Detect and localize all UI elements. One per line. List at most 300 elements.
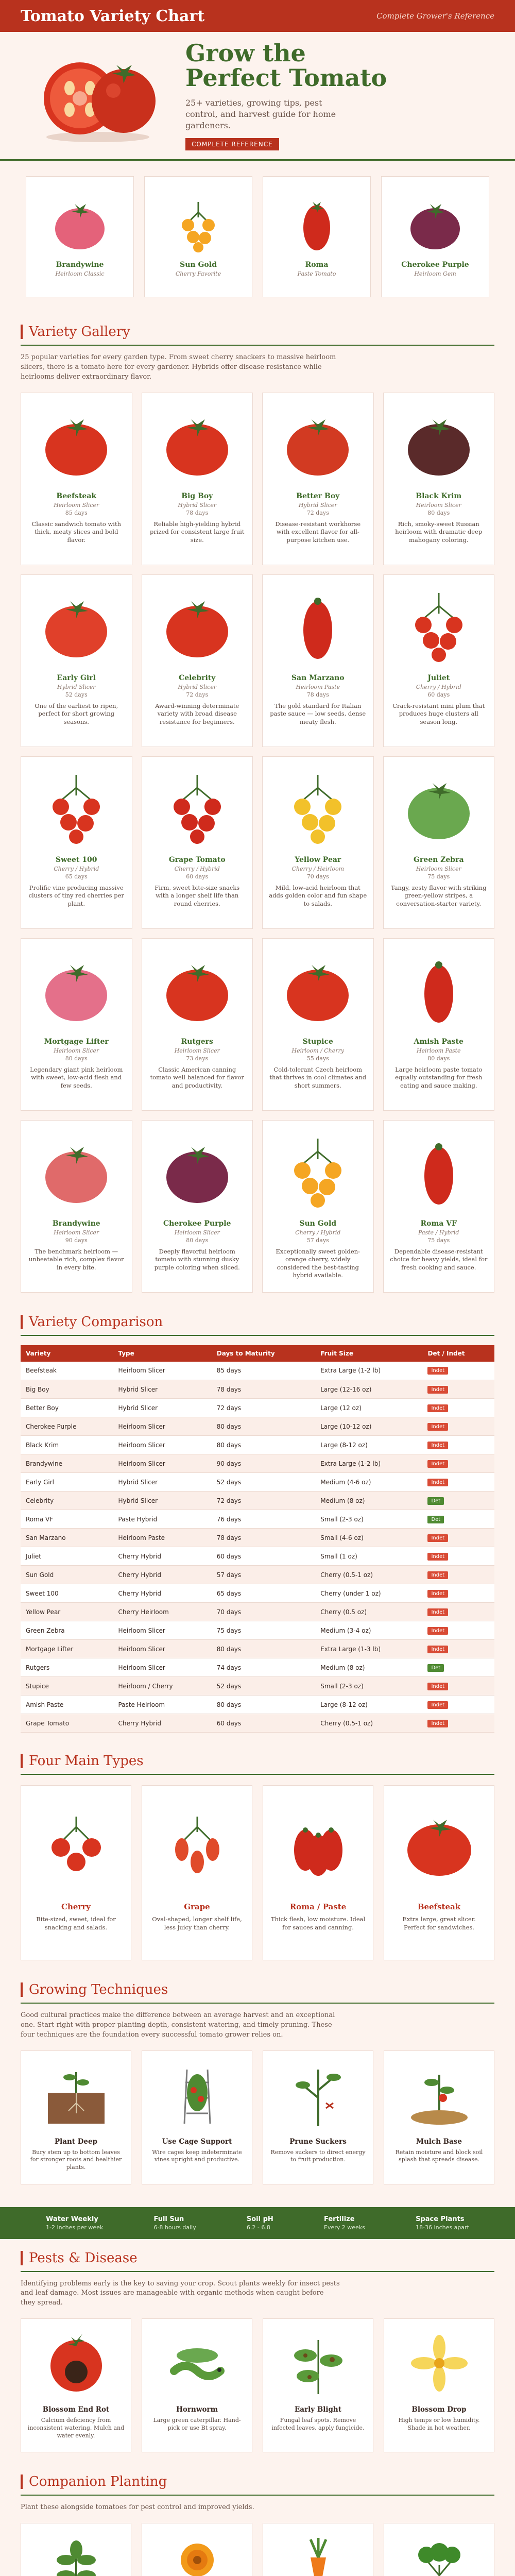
- variety-image: [27, 767, 126, 850]
- variety-name: Black Krim: [416, 492, 462, 500]
- pest-name: Blossom End Rot: [42, 2405, 110, 2414]
- variety-days: 72 days: [306, 509, 329, 516]
- pest-image: [43, 2327, 110, 2399]
- variety-desc: Prolific vine producing massive clusters of tiny red cherries per plant.: [28, 884, 124, 907]
- variety-type: Heirloom / Cherry: [291, 1047, 344, 1054]
- cell-habit: [422, 1454, 494, 1473]
- sliced-tomato-icon: [33, 47, 162, 145]
- technique-name: Plant Deep: [54, 2137, 98, 2146]
- variety-days: 75 days: [427, 1236, 450, 1244]
- stat-label: Space Plants: [416, 2215, 465, 2223]
- variety-name: Mortgage Lifter: [44, 1037, 109, 1046]
- habit-badge: Indet: [427, 1442, 448, 1449]
- cell-variety: Cherokee Purple: [21, 1417, 113, 1436]
- tomato-icon: [400, 406, 477, 483]
- stat-value: Every 2 weeks: [324, 2224, 365, 2231]
- tomato-icon: [282, 770, 354, 847]
- cell-days: 65 days: [212, 1584, 315, 1603]
- habit-badge: Indet: [427, 1367, 448, 1375]
- habit-badge: Indet: [427, 1571, 448, 1579]
- featured-card[interactable]: [26, 176, 134, 297]
- tomato-icon: [159, 588, 236, 665]
- table-row[interactable]: [21, 1714, 494, 1733]
- mulch-base-icon: [406, 2062, 473, 2129]
- pest-card[interactable]: [263, 2318, 373, 2452]
- table-row[interactable]: [21, 1584, 494, 1603]
- types-heading: [0, 1753, 515, 1769]
- stat-label: Fertilize: [324, 2215, 355, 2223]
- types-row: [0, 1775, 515, 1971]
- tomato-icon: [403, 588, 475, 665]
- pests-heading: [0, 2250, 515, 2266]
- companion-card[interactable]: [263, 2523, 373, 2576]
- pests-description: Identifying problems early is the key to saving your crop. Scout plants weekly for insect pests and leaf damage. Most issues are manageable with organic methods when caught before they spread.: [21, 2279, 340, 2307]
- variety-days: 78 days: [306, 691, 329, 698]
- habit-badge: Indet: [427, 1646, 448, 1653]
- variety-image: [148, 1131, 247, 1213]
- technique-image: [406, 2059, 473, 2131]
- variety-name: Brandywine: [52, 1219, 100, 1228]
- variety-image: [27, 949, 126, 1031]
- type-card[interactable]: [142, 1785, 252, 1960]
- featured-card[interactable]: [381, 176, 489, 297]
- cell-type: Heirloom / Cherry: [113, 1677, 211, 1696]
- variety-desc: Rich, smoky-sweet Russian heirloom with dramatic deep mahogany coloring.: [395, 520, 483, 544]
- cell-habit: [422, 1492, 494, 1510]
- habit-badge: Indet: [427, 1479, 448, 1486]
- cell-habit: [422, 1436, 494, 1454]
- stat-item: [247, 2215, 273, 2231]
- variety-desc: Crack-resistant mini plum that produces huge clusters all season long.: [392, 702, 485, 725]
- variety-name: Cherokee Purple: [163, 1219, 231, 1228]
- habit-badge: Indet: [427, 1627, 448, 1635]
- pest-image: [285, 2327, 352, 2399]
- cell-days: 60 days: [212, 1714, 315, 1733]
- cell-type: Cherry Hybrid: [113, 1566, 211, 1584]
- cell-type: Heirloom Slicer: [113, 1362, 211, 1380]
- featured-varieties: [0, 161, 515, 313]
- tomato-icon: [38, 588, 115, 665]
- variety-image: [390, 585, 488, 668]
- featured-card[interactable]: [263, 176, 371, 297]
- cell-variety: Sun Gold: [21, 1566, 113, 1584]
- variety-desc: Exceptionally sweet golden-orange cherry, widely considered the best-tasting hybrid available.: [276, 1247, 360, 1279]
- variety-image: [148, 767, 247, 850]
- variety-name: Amish Paste: [414, 1037, 464, 1046]
- tomato-icon: [159, 952, 236, 1029]
- cell-habit: [422, 1714, 494, 1733]
- variety-card[interactable]: [262, 393, 374, 565]
- technique-card[interactable]: [263, 2050, 373, 2184]
- gallery-title: Variety Gallery: [29, 324, 130, 340]
- stat-item: [416, 2215, 469, 2231]
- cell-size: Large (12 oz): [315, 1399, 422, 1417]
- variety-days: 78 days: [186, 509, 209, 516]
- cell-habit: [422, 1584, 494, 1603]
- cell-habit: [422, 1696, 494, 1714]
- variety-type: Hybrid Slicer: [57, 683, 96, 690]
- stat-label: Soil pH: [246, 2215, 273, 2223]
- companion-image: [406, 2532, 473, 2576]
- cell-size: Cherry (0.5-1 oz): [315, 1714, 422, 1733]
- table-row[interactable]: [21, 1454, 494, 1473]
- type-name: Beefsteak: [417, 1902, 461, 1912]
- stat-value: 18-36 inches apart: [416, 2224, 469, 2231]
- variety-card[interactable]: [383, 574, 495, 747]
- column-header[interactable]: Days to Maturity: [212, 1345, 315, 1362]
- variety-days: 90 days: [65, 1236, 88, 1244]
- types-title: Four Main Types: [29, 1753, 144, 1769]
- cell-type: Hybrid Slicer: [113, 1399, 211, 1417]
- table-row[interactable]: [21, 1492, 494, 1510]
- table-row[interactable]: [21, 1417, 494, 1436]
- stat-item: [324, 2215, 365, 2231]
- cell-habit: [422, 1529, 494, 1547]
- variety-card[interactable]: [262, 938, 374, 1111]
- technique-card[interactable]: [21, 2050, 131, 2184]
- variety-desc: Cold-tolerant Czech heirloom that thrives in cool climates and short summers.: [269, 1065, 367, 1089]
- cell-size: Medium (4-6 oz): [315, 1473, 422, 1492]
- variety-type: Cherry / Hybrid: [174, 865, 220, 872]
- column-header[interactable]: Type: [113, 1345, 211, 1362]
- table-row[interactable]: [21, 1640, 494, 1658]
- variety-type: Hybrid Slicer: [298, 501, 337, 509]
- variety-desc: Reliable high-yielding hybrid prized for consistent large fruit size.: [150, 520, 245, 544]
- cell-habit: [422, 1399, 494, 1417]
- tomato-icon: [279, 952, 356, 1029]
- cell-days: 74 days: [212, 1658, 315, 1677]
- cell-days: 90 days: [212, 1454, 315, 1473]
- type-desc: Thick flesh, low moisture. Ideal for sauces and canning.: [270, 1916, 366, 1931]
- cell-habit: [422, 1473, 494, 1492]
- variety-image: [269, 585, 367, 668]
- pests-row: [0, 2308, 515, 2463]
- variety-days: 57 days: [306, 1236, 329, 1244]
- table-row[interactable]: [21, 1362, 494, 1380]
- cell-type: Cherry Hybrid: [113, 1547, 211, 1566]
- variety-desc: The benchmark heirloom — unbeatable rich, complex flavor in every bite.: [28, 1247, 124, 1271]
- variety-days: 72 days: [186, 691, 209, 698]
- technique-desc: Remove suckers to direct energy to fruit production.: [270, 2148, 366, 2163]
- sun-gold-tomato-icon: [170, 197, 227, 253]
- technique-desc: Bury stem up to bottom leaves for stronger roots and healthier plants.: [30, 2148, 122, 2171]
- companion-card[interactable]: [384, 2523, 494, 2576]
- pest-desc: High temps or low humidity. Shade in hot weather.: [398, 2417, 480, 2431]
- variety-card[interactable]: [142, 938, 253, 1111]
- table-row[interactable]: [21, 1510, 494, 1529]
- pest-image: [406, 2327, 473, 2399]
- type-card[interactable]: [263, 1785, 373, 1960]
- variety-days: 75 days: [427, 873, 450, 880]
- pest-name: Hornworm: [176, 2405, 218, 2414]
- variety-image: [27, 403, 126, 486]
- technique-image: [164, 2059, 231, 2131]
- cell-size: Small (4-6 oz): [315, 1529, 422, 1547]
- variety-card[interactable]: [21, 938, 132, 1111]
- cell-days: 72 days: [212, 1492, 315, 1510]
- stat-item: [153, 2215, 196, 2231]
- section-accent-bar: [21, 325, 23, 339]
- habit-badge: Det: [427, 1497, 444, 1505]
- variety-card[interactable]: [21, 393, 132, 565]
- companion-heading: [0, 2474, 515, 2489]
- brandywine-tomato-icon: [52, 197, 108, 253]
- variety-days: 52 days: [65, 691, 88, 698]
- featured-sub: Cherry Favorite: [175, 270, 221, 277]
- table-row[interactable]: [21, 1621, 494, 1640]
- type-image: [38, 1796, 115, 1894]
- cell-size: Large (12-16 oz): [315, 1380, 422, 1399]
- variety-card[interactable]: [383, 756, 495, 929]
- variety-name: Sun Gold: [299, 1219, 337, 1228]
- cell-habit: [422, 1677, 494, 1696]
- tomato-icon: [159, 1133, 236, 1211]
- pest-desc: Calcium deficiency from inconsistent watering. Mulch and water evenly.: [27, 2417, 125, 2439]
- variety-desc: Deeply flavorful heirloom tomato with stunning dusky purple coloring when sliced.: [154, 1247, 240, 1271]
- variety-card[interactable]: [262, 756, 374, 929]
- table-row[interactable]: [21, 1603, 494, 1621]
- cell-size: Medium (3-4 oz): [315, 1621, 422, 1640]
- type-image: [401, 1796, 478, 1894]
- featured-name: Brandywine: [56, 260, 104, 269]
- cell-days: 70 days: [212, 1603, 315, 1621]
- cell-days: 76 days: [212, 1510, 315, 1529]
- habit-badge: Det: [427, 1516, 444, 1523]
- cell-variety: Mortgage Lifter: [21, 1640, 113, 1658]
- cell-habit: [422, 1621, 494, 1640]
- variety-card[interactable]: [383, 938, 495, 1111]
- cell-type: Hybrid Slicer: [113, 1473, 211, 1492]
- column-header[interactable]: Fruit Size: [315, 1345, 422, 1362]
- variety-card[interactable]: [21, 1120, 132, 1293]
- hero-text: [185, 41, 387, 150]
- variety-image: [390, 949, 488, 1031]
- grape-tomato-icon: [159, 1806, 236, 1884]
- variety-name: Yellow Pear: [295, 855, 341, 864]
- stat-value: 1-2 inches per week: [46, 2224, 104, 2231]
- cell-days: 72 days: [212, 1399, 315, 1417]
- technique-image: [43, 2059, 110, 2131]
- cell-size: Cherry (under 1 oz): [315, 1584, 422, 1603]
- featured-name: Cherokee Purple: [401, 260, 469, 269]
- table-row[interactable]: [21, 1566, 494, 1584]
- pest-name: Early Blight: [295, 2405, 341, 2414]
- variety-days: 80 days: [427, 509, 450, 516]
- column-header[interactable]: Det / Indet: [422, 1345, 494, 1362]
- type-desc: Oval-shaped, longer shelf life, less juicy than cherry.: [152, 1916, 242, 1931]
- variety-days: 60 days: [427, 691, 450, 698]
- cell-size: Large (8-12 oz): [315, 1436, 422, 1454]
- early-blight-leaf-icon: [285, 2330, 352, 2397]
- featured-sub: Heirloom Classic: [55, 270, 105, 277]
- companion-row: [0, 2513, 515, 2576]
- tomato-icon: [282, 1133, 354, 1211]
- variety-image: [27, 585, 126, 668]
- variety-image: [269, 767, 367, 850]
- variety-desc: One of the earliest to ripen, perfect for short growing seasons.: [35, 702, 118, 725]
- variety-days: 85 days: [65, 509, 88, 516]
- hero-badge[interactable]: COMPLETE REFERENCE: [185, 138, 279, 150]
- variety-name: Celebrity: [179, 673, 216, 682]
- pest-card[interactable]: [142, 2318, 252, 2452]
- variety-card[interactable]: [383, 1120, 495, 1293]
- table-header-row: [21, 1345, 494, 1362]
- tomato-icon: [38, 952, 115, 1029]
- featured-name: Roma: [305, 260, 329, 269]
- variety-card[interactable]: [142, 574, 253, 747]
- companion-image: [285, 2532, 352, 2576]
- variety-card[interactable]: [142, 756, 253, 929]
- cell-habit: [422, 1362, 494, 1380]
- cell-days: 80 days: [212, 1640, 315, 1658]
- table-row[interactable]: [21, 1529, 494, 1547]
- type-card[interactable]: [384, 1785, 494, 1960]
- tomato-icon: [408, 1133, 470, 1211]
- technique-card[interactable]: [384, 2050, 494, 2184]
- cell-variety: Brandywine: [21, 1454, 113, 1473]
- cell-days: 78 days: [212, 1529, 315, 1547]
- variety-type: Heirloom Slicer: [174, 1229, 220, 1236]
- companion-card[interactable]: [21, 2523, 131, 2576]
- variety-card[interactable]: [262, 574, 374, 747]
- variety-card[interactable]: [142, 1120, 253, 1293]
- variety-card[interactable]: [21, 756, 132, 929]
- tomato-icon: [279, 406, 356, 483]
- cell-size: Small (2-3 oz): [315, 1510, 422, 1529]
- tomato-icon: [38, 406, 115, 483]
- cell-type: Hybrid Slicer: [113, 1492, 211, 1510]
- cell-type: Heirloom Slicer: [113, 1417, 211, 1436]
- variety-days: 80 days: [427, 1055, 450, 1062]
- featured-card[interactable]: [144, 176, 252, 297]
- type-desc: Bite-sized, sweet, ideal for snacking and salads.: [36, 1916, 116, 1931]
- variety-desc: Large heirloom paste tomato equally outstanding for fresh eating and sauce making.: [395, 1065, 483, 1089]
- companion-description: Plant these alongside tomatoes for pest control and improved yields.: [21, 2503, 254, 2512]
- cell-variety: Green Zebra: [21, 1621, 113, 1640]
- cell-habit: [422, 1380, 494, 1399]
- top-bar: [0, 0, 515, 32]
- type-image: [159, 1796, 236, 1894]
- table-row[interactable]: [21, 1399, 494, 1417]
- cell-days: 75 days: [212, 1621, 315, 1640]
- table-row[interactable]: [21, 1547, 494, 1566]
- variety-card[interactable]: [262, 1120, 374, 1293]
- table-row[interactable]: [21, 1677, 494, 1696]
- cell-variety: Yellow Pear: [21, 1603, 113, 1621]
- cell-days: 85 days: [212, 1362, 315, 1380]
- cherokee-purple-tomato-icon: [407, 197, 464, 253]
- variety-image: [390, 403, 488, 486]
- hero-subtitle: 25+ varieties, growing tips, pest control, and harvest guide for home gardeners.: [185, 98, 336, 130]
- section-accent-bar: [21, 2475, 23, 2489]
- basil-icon: [43, 2534, 110, 2576]
- brand-title[interactable]: Tomato Variety Chart: [21, 7, 205, 25]
- cell-habit: [422, 1510, 494, 1529]
- roma-paste-tomato-icon: [280, 1806, 357, 1884]
- table-row[interactable]: [21, 1658, 494, 1677]
- tomato-icon: [161, 770, 233, 847]
- variety-image: [269, 1131, 367, 1213]
- section-accent-bar: [21, 1982, 23, 1997]
- featured-sub: Paste Tomato: [297, 270, 336, 277]
- growing-stats-bar: [0, 2207, 515, 2239]
- variety-days: 73 days: [186, 1055, 209, 1062]
- habit-badge: Indet: [427, 1683, 448, 1690]
- cell-size: Medium (8 oz): [315, 1492, 422, 1510]
- variety-desc: Dependable disease-resistant choice for heavy yields, ideal for fresh cooking and sauce.: [390, 1247, 488, 1271]
- variety-gallery-grid: [0, 382, 515, 1303]
- comparison-table: [21, 1345, 494, 1733]
- habit-badge: Indet: [427, 1553, 448, 1561]
- cell-type: Paste Hybrid: [113, 1510, 211, 1529]
- comparison-table-wrapper: [0, 1336, 515, 1742]
- cell-size: Cherry (0.5 oz): [315, 1603, 422, 1621]
- comparison-heading: [0, 1314, 515, 1330]
- cell-variety: Juliet: [21, 1547, 113, 1566]
- habit-badge: Indet: [427, 1534, 448, 1542]
- type-card[interactable]: [21, 1785, 131, 1960]
- cell-variety: Grape Tomato: [21, 1714, 113, 1733]
- type-name: Grape: [184, 1902, 210, 1912]
- table-row[interactable]: [21, 1696, 494, 1714]
- variety-name: Green Zebra: [413, 855, 464, 864]
- techniques-heading: [0, 1982, 515, 1997]
- cherry-tomato-icon: [38, 1806, 115, 1884]
- pest-card[interactable]: [384, 2318, 494, 2452]
- variety-type: Cherry / Hybrid: [416, 683, 461, 690]
- tomato-icon: [159, 406, 236, 483]
- roma-tomato-icon: [288, 197, 345, 253]
- technique-image: [285, 2059, 352, 2131]
- cell-variety: Amish Paste: [21, 1696, 113, 1714]
- tomato-icon: [408, 952, 470, 1029]
- cell-size: Small (1 oz): [315, 1547, 422, 1566]
- variety-name: Juliet: [427, 673, 450, 682]
- table-row[interactable]: [21, 1380, 494, 1399]
- cell-type: Heirloom Slicer: [113, 1621, 211, 1640]
- variety-desc: Classic American canning tomato well balanced for flavor and productivity.: [150, 1065, 244, 1089]
- variety-card[interactable]: [142, 393, 253, 565]
- table-row[interactable]: [21, 1473, 494, 1492]
- carrot-icon: [285, 2534, 352, 2576]
- stat-item: [46, 2215, 103, 2231]
- cell-type: Heirloom Slicer: [113, 1640, 211, 1658]
- tomato-icon: [287, 588, 349, 665]
- marigold-icon: [164, 2534, 231, 2576]
- table-row[interactable]: [21, 1436, 494, 1454]
- variety-image: [269, 949, 367, 1031]
- variety-card[interactable]: [383, 393, 495, 565]
- column-header[interactable]: Variety: [21, 1345, 113, 1362]
- habit-badge: Indet: [427, 1460, 448, 1468]
- variety-card[interactable]: [21, 574, 132, 747]
- variety-name: Roma VF: [420, 1219, 457, 1228]
- companion-card[interactable]: [142, 2523, 252, 2576]
- variety-days: 80 days: [186, 1236, 209, 1244]
- technique-name: Mulch Base: [416, 2137, 462, 2146]
- cell-size: Large (8-12 oz): [315, 1696, 422, 1714]
- pest-card[interactable]: [21, 2318, 131, 2452]
- technique-desc: Retain moisture and block soil splash that spreads disease.: [395, 2148, 483, 2163]
- variety-type: Heirloom Slicer: [174, 1047, 220, 1054]
- blossom-end-rot-icon: [43, 2330, 110, 2397]
- variety-desc: Classic sandwich tomato with thick, meaty slices and bold flavor.: [31, 520, 122, 544]
- technique-card[interactable]: [142, 2050, 252, 2184]
- variety-desc: Tangy, zesty flavor with striking green-yellow stripes, a conversation-starter variety.: [390, 884, 487, 907]
- hero-tomato-illustration: [31, 44, 165, 147]
- cell-variety: Sweet 100: [21, 1584, 113, 1603]
- comparison-title: Variety Comparison: [29, 1314, 163, 1330]
